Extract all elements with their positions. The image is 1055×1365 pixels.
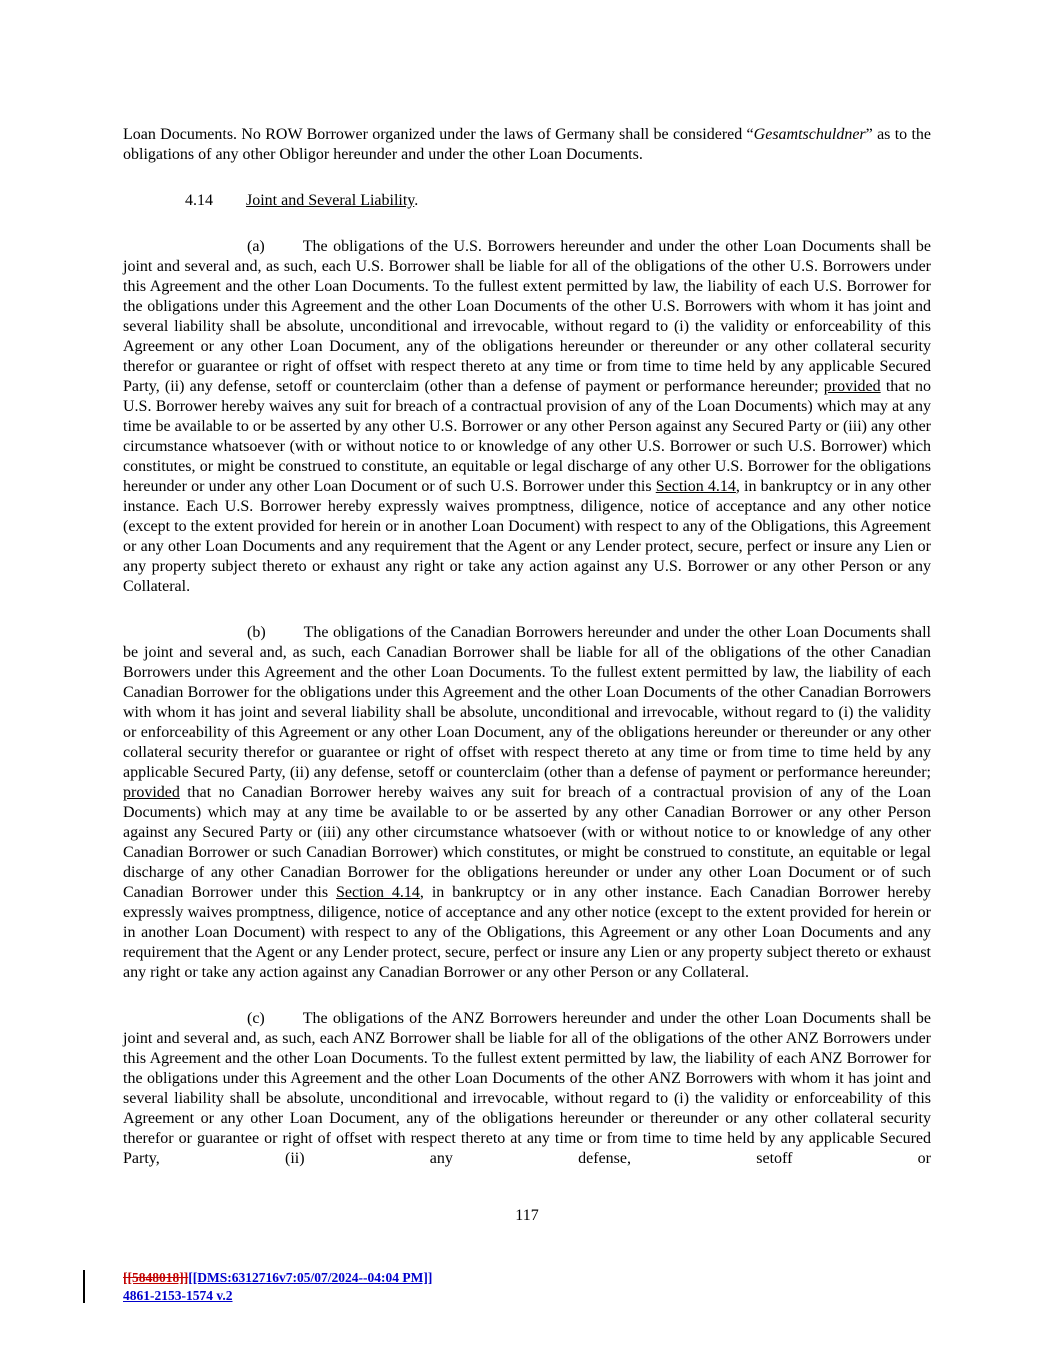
- paragraph-a: [123, 237, 931, 597]
- page-number: 117: [515, 1207, 539, 1224]
- underlined-text: provided: [823, 378, 881, 395]
- revision-change-bar: [83, 1270, 85, 1303]
- underlined-text: Section 4.14: [336, 884, 420, 901]
- deleted-document-ref: [[5848018]]: [123, 1270, 189, 1285]
- body-text: that no U.S. Borrower hereby waives any suit for breach of a contractual provision of any of the Loan Documents) which may at any time be available to or be asserted by any other U.S. Borrower or any other Person against any Secured Party or (iii) any other circumstance whatsoever (with or without notice to or knowledge of any other U.S. Borrower or such U.S. Borrower) which constitutes, or might be construed to constitute, an equitable or legal discharge of any other U.S. Borrower for the obligations hereunder or under any other Loan Document or of such U.S. Borrower under this: [123, 378, 931, 495]
- list-label: (a): [247, 238, 265, 255]
- tab-spacer: [266, 636, 304, 637]
- italic-text: Gesamtschuldner: [753, 126, 866, 143]
- tab-spacer: [123, 250, 247, 251]
- footer-stamp-line: [123, 1269, 823, 1287]
- paragraph-c: [123, 1009, 931, 1169]
- document-footer: [123, 1269, 823, 1305]
- body-text: that no Canadian Borrower hereby waives any suit for breach of a contractual provision of any of the Loan Documents) which may at any time be available to or be asserted by any other Canadian Borrower or any other Person against any Secured Party or (iii) any other circumstance whatsoever (with or without notice to or knowledge of any other Canadian Borrower or such Canadian Borrower) which constitutes, or might be construed to constitute, an equitable or legal discharge of any other Canadian Borrower for the obligations hereunder or under any other Loan Document or of such Canadian Borrower under this: [123, 784, 931, 901]
- body-text: The obligations of the Canadian Borrowers hereunder and under the other Loan Documents shall be joint and several and, as such, each Canadian Borrower shall be liable for all of the obligations of the other Canadian Borrowers under this Agreement and the other Loan Documents. To the fullest extent permitted by law, the liability of each Canadian Borrower for the obligations under this Agreement and the other Loan Documents of the other Canadian Borrowers with whom it has joint and several liability shall be absolute, unconditional and irrevocable, without regard to (i) the validity or enforceability of this Agreement or any other Loan Document, any of the obligations hereunder or thereunder or any other collateral security therefor or guarantee or right of offset with respect thereto at any time or from time to time held by any applicable Secured Party, (ii) any defense, setoff or counterclaim (other than a defense of payment or performance hereunder;: [123, 624, 931, 781]
- paragraph-continuation: [123, 125, 931, 165]
- underlined-text: Section 4.14: [655, 478, 736, 495]
- section-number: 4.14: [185, 192, 213, 209]
- body-text: Loan Documents. No ROW Borrower organized under the laws of Germany shall be considered “: [123, 126, 754, 143]
- list-label: (b): [247, 624, 266, 641]
- body-text: The obligations of the U.S. Borrowers hereunder and under the other Loan Documents shall be joint and several and, as such, each U.S. Borrower shall be liable for all of the obligations of the other U.S. Borrowers under this Agreement and the other Loan Documents. To the fullest extent permitted by law, the liability of each U.S. Borrower for the obligations under this Agreement and the other Loan Documents of the other U.S. Borrowers with whom it has joint and several liability shall be absolute, unconditional and irrevocable, without regard to (i) the validity or enforceability of this Agreement or any other Loan Document, any of the obligations hereunder or thereunder or any other collateral security therefor or guarantee or right of offset with respect thereto at any time or from time to time held by any applicable Secured Party, (ii) any defense, setoff or counterclaim (other than a defense of payment or performance hereunder;: [123, 238, 931, 395]
- tab-spacer: [265, 250, 303, 251]
- paragraph-b: [123, 623, 931, 983]
- section-heading-4-14: [123, 191, 931, 211]
- body-text: ” as to the obligations of any other Obligor hereunder and under the other Loan Documents.: [123, 126, 932, 163]
- tab-spacer: [123, 636, 247, 637]
- tab-spacer: [123, 204, 185, 205]
- tab-spacer: [265, 1022, 303, 1023]
- section-title-suffix: .: [414, 192, 419, 209]
- dms-stamp: [[DMS:6312716v7:05/07/2024--04:04 PM]]: [188, 1270, 433, 1285]
- body-text: The obligations of the ANZ Borrowers hereunder and under the other Loan Documents shall be joint and several and, as such, each ANZ Borrower shall be liable for all of the obligations of the other ANZ Borrowers under this Agreement and the other Loan Documents. To the fullest extent permitted by law, the liability of each ANZ Borrower for the obligations under this Agreement and the other Loan Documents of the other ANZ Borrowers with whom it has joint and several liability shall be absolute, unconditional and irrevocable, without regard to (i) the validity or enforceability of this Agreement or any other Loan Document, any of the obligations hereunder or thereunder or any other collateral security therefor or guarantee or right of offset with respect thereto at any time or from time to time held by any applicable Secured Party, (ii) any defense, setoff or: [123, 1010, 931, 1167]
- doc-id: 4861-2153-1574 v.2: [123, 1288, 233, 1303]
- tab-spacer: [213, 204, 246, 205]
- document-content: [123, 125, 931, 1169]
- body-text: , in bankruptcy or in any other instance. Each U.S. Borrower hereby expressly waives promptness, diligence, notice of acceptance and any other notice (except to the extent provided for herein or in another Loan Document) with respect to any of the Obligations, this Agreement or any other Loan Documents and any requirement that the Agent or any Lender protect, secure, perfect or insure any Lien or any property subject thereto or exhaust any right or take any action against any U.S. Borrower or any other Person or any Collateral.: [123, 478, 932, 595]
- list-label: (c): [247, 1010, 265, 1027]
- tab-spacer: [123, 1022, 247, 1023]
- section-title: Joint and Several Liability: [246, 192, 415, 209]
- underlined-text: provided: [123, 784, 180, 801]
- footer-doc-id-line: [123, 1287, 823, 1305]
- body-text: , in bankruptcy or in any other instance. Each Canadian Borrower hereby expressly waives promptness, diligence, notice of acceptance and any other notice (except to the extent provided for herein or in another Loan Document) with respect to any of the Obligations, this Agreement or any other Loan Documents and any requirement that the Agent or any Lender protect, secure, perfect or insure any Lien or any property subject thereto or exhaust any right or take any action against any Canadian Borrower or any other Person or any Collateral.: [123, 884, 931, 981]
